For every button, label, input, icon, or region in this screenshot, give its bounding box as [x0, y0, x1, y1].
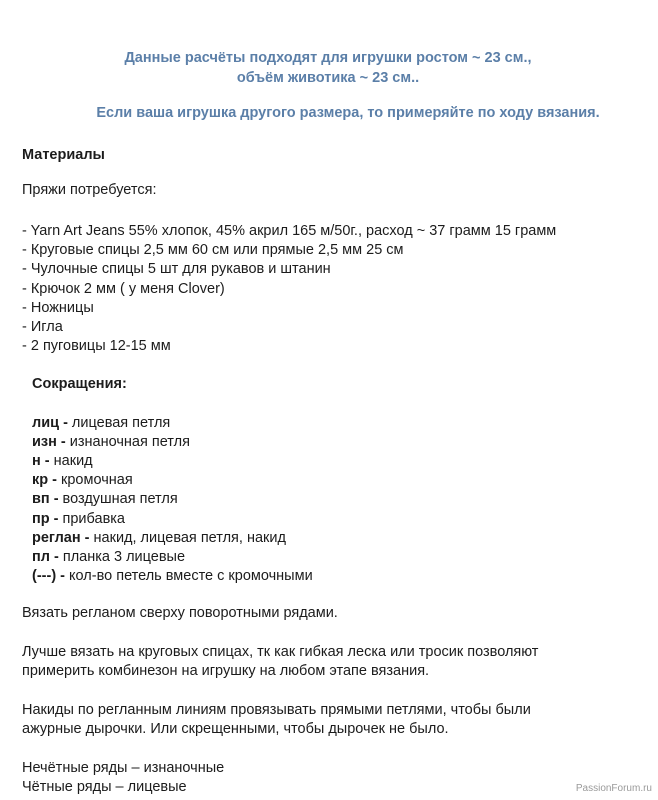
- materials-item: - Крючок 2 мм ( у меня Clover): [22, 281, 225, 297]
- abbreviations-heading: Сокращения:: [32, 376, 127, 392]
- watermark: PassionForum.ru: [575, 783, 652, 794]
- instruction-paragraph: Вязать регланом сверху поворотными рядами.: [22, 605, 338, 621]
- odd-rows-note: Нечётные ряды – изнаночные: [22, 760, 225, 776]
- size-note: [28, 48, 628, 88]
- materials-item: - Чулочные спицы 5 шт для рукавов и штанин: [22, 261, 331, 277]
- instruction-paragraph-line: ажурные дырочки. Или скрещенными, чтобы дырочек не было.: [22, 721, 449, 737]
- abbreviation-term: изн -: [32, 434, 66, 450]
- instruction-paragraph-line: Накиды по регланным линиям провязывать прямыми петлями, чтобы были: [22, 702, 531, 718]
- abbreviation-item: [32, 414, 170, 432]
- materials-item: - 2 пуговицы 12-15 мм: [22, 338, 171, 354]
- abbreviation-desc: накид: [49, 453, 93, 469]
- even-rows-note: Чётные ряды – лицевые: [22, 779, 187, 795]
- abbreviation-desc: кромочная: [56, 472, 133, 488]
- abbreviation-term: вп -: [32, 491, 59, 507]
- abbreviation-desc: кол-во петель вместе с кромочными: [65, 568, 313, 584]
- materials-item: - Круговые спицы 2,5 мм 60 см или прямые 2,5 мм 25 см: [22, 242, 404, 258]
- materials-item: - Yarn Art Jeans 55% хлопок, 45% акрил 165 м/50г., расход ~ 37 грамм 15 грамм: [22, 223, 557, 239]
- abbreviation-term: пр -: [32, 511, 59, 527]
- abbreviation-desc: накид, лицевая петля, накид: [89, 530, 286, 546]
- abbreviation-term: (---) -: [32, 568, 66, 584]
- abbreviation-desc: воздушная петля: [58, 491, 178, 507]
- abbreviation-term: пл -: [32, 549, 59, 565]
- abbreviation-term: реглан -: [32, 530, 90, 546]
- abbreviation-item: [32, 490, 178, 508]
- abbreviation-desc: лицевая петля: [67, 415, 171, 431]
- size-note-line-2: объём животика ~ 23 см..: [236, 70, 420, 86]
- abbreviation-item: [32, 548, 185, 566]
- materials-heading: Материалы: [22, 147, 105, 163]
- instruction-paragraph-line: Лучше вязать на круговых спицах, тк как гибкая леска или тросик позволяют: [22, 644, 539, 660]
- abbreviation-item: [32, 510, 125, 528]
- abbreviation-term: кр -: [32, 472, 57, 488]
- abbreviation-desc: прибавка: [58, 511, 125, 527]
- abbreviation-term: лиц -: [32, 415, 68, 431]
- fitting-note-line: Если ваша игрушка другого размера, то примеряйте по ходу вязания.: [96, 105, 600, 121]
- abbreviation-desc: планка 3 лицевые: [58, 549, 186, 565]
- abbreviation-term: н -: [32, 453, 50, 469]
- abbreviation-item: [32, 452, 93, 470]
- fitting-note: [28, 103, 658, 123]
- materials-item: - Ножницы: [22, 300, 94, 316]
- yarn-needed-label: Пряжи потребуется:: [22, 182, 157, 198]
- materials-item: - Игла: [22, 319, 63, 335]
- abbreviation-item: [32, 471, 133, 489]
- abbreviation-desc: изнаночная петля: [65, 434, 190, 450]
- abbreviation-item: [32, 529, 286, 547]
- size-note-line-1: Данные расчёты подходят для игрушки ростом ~ 23 см.,: [124, 50, 532, 66]
- abbreviation-item: [32, 567, 313, 585]
- instruction-paragraph-line: примерить комбинезон на игрушку на любом этапе вязания.: [22, 663, 430, 679]
- abbreviation-item: [32, 433, 190, 451]
